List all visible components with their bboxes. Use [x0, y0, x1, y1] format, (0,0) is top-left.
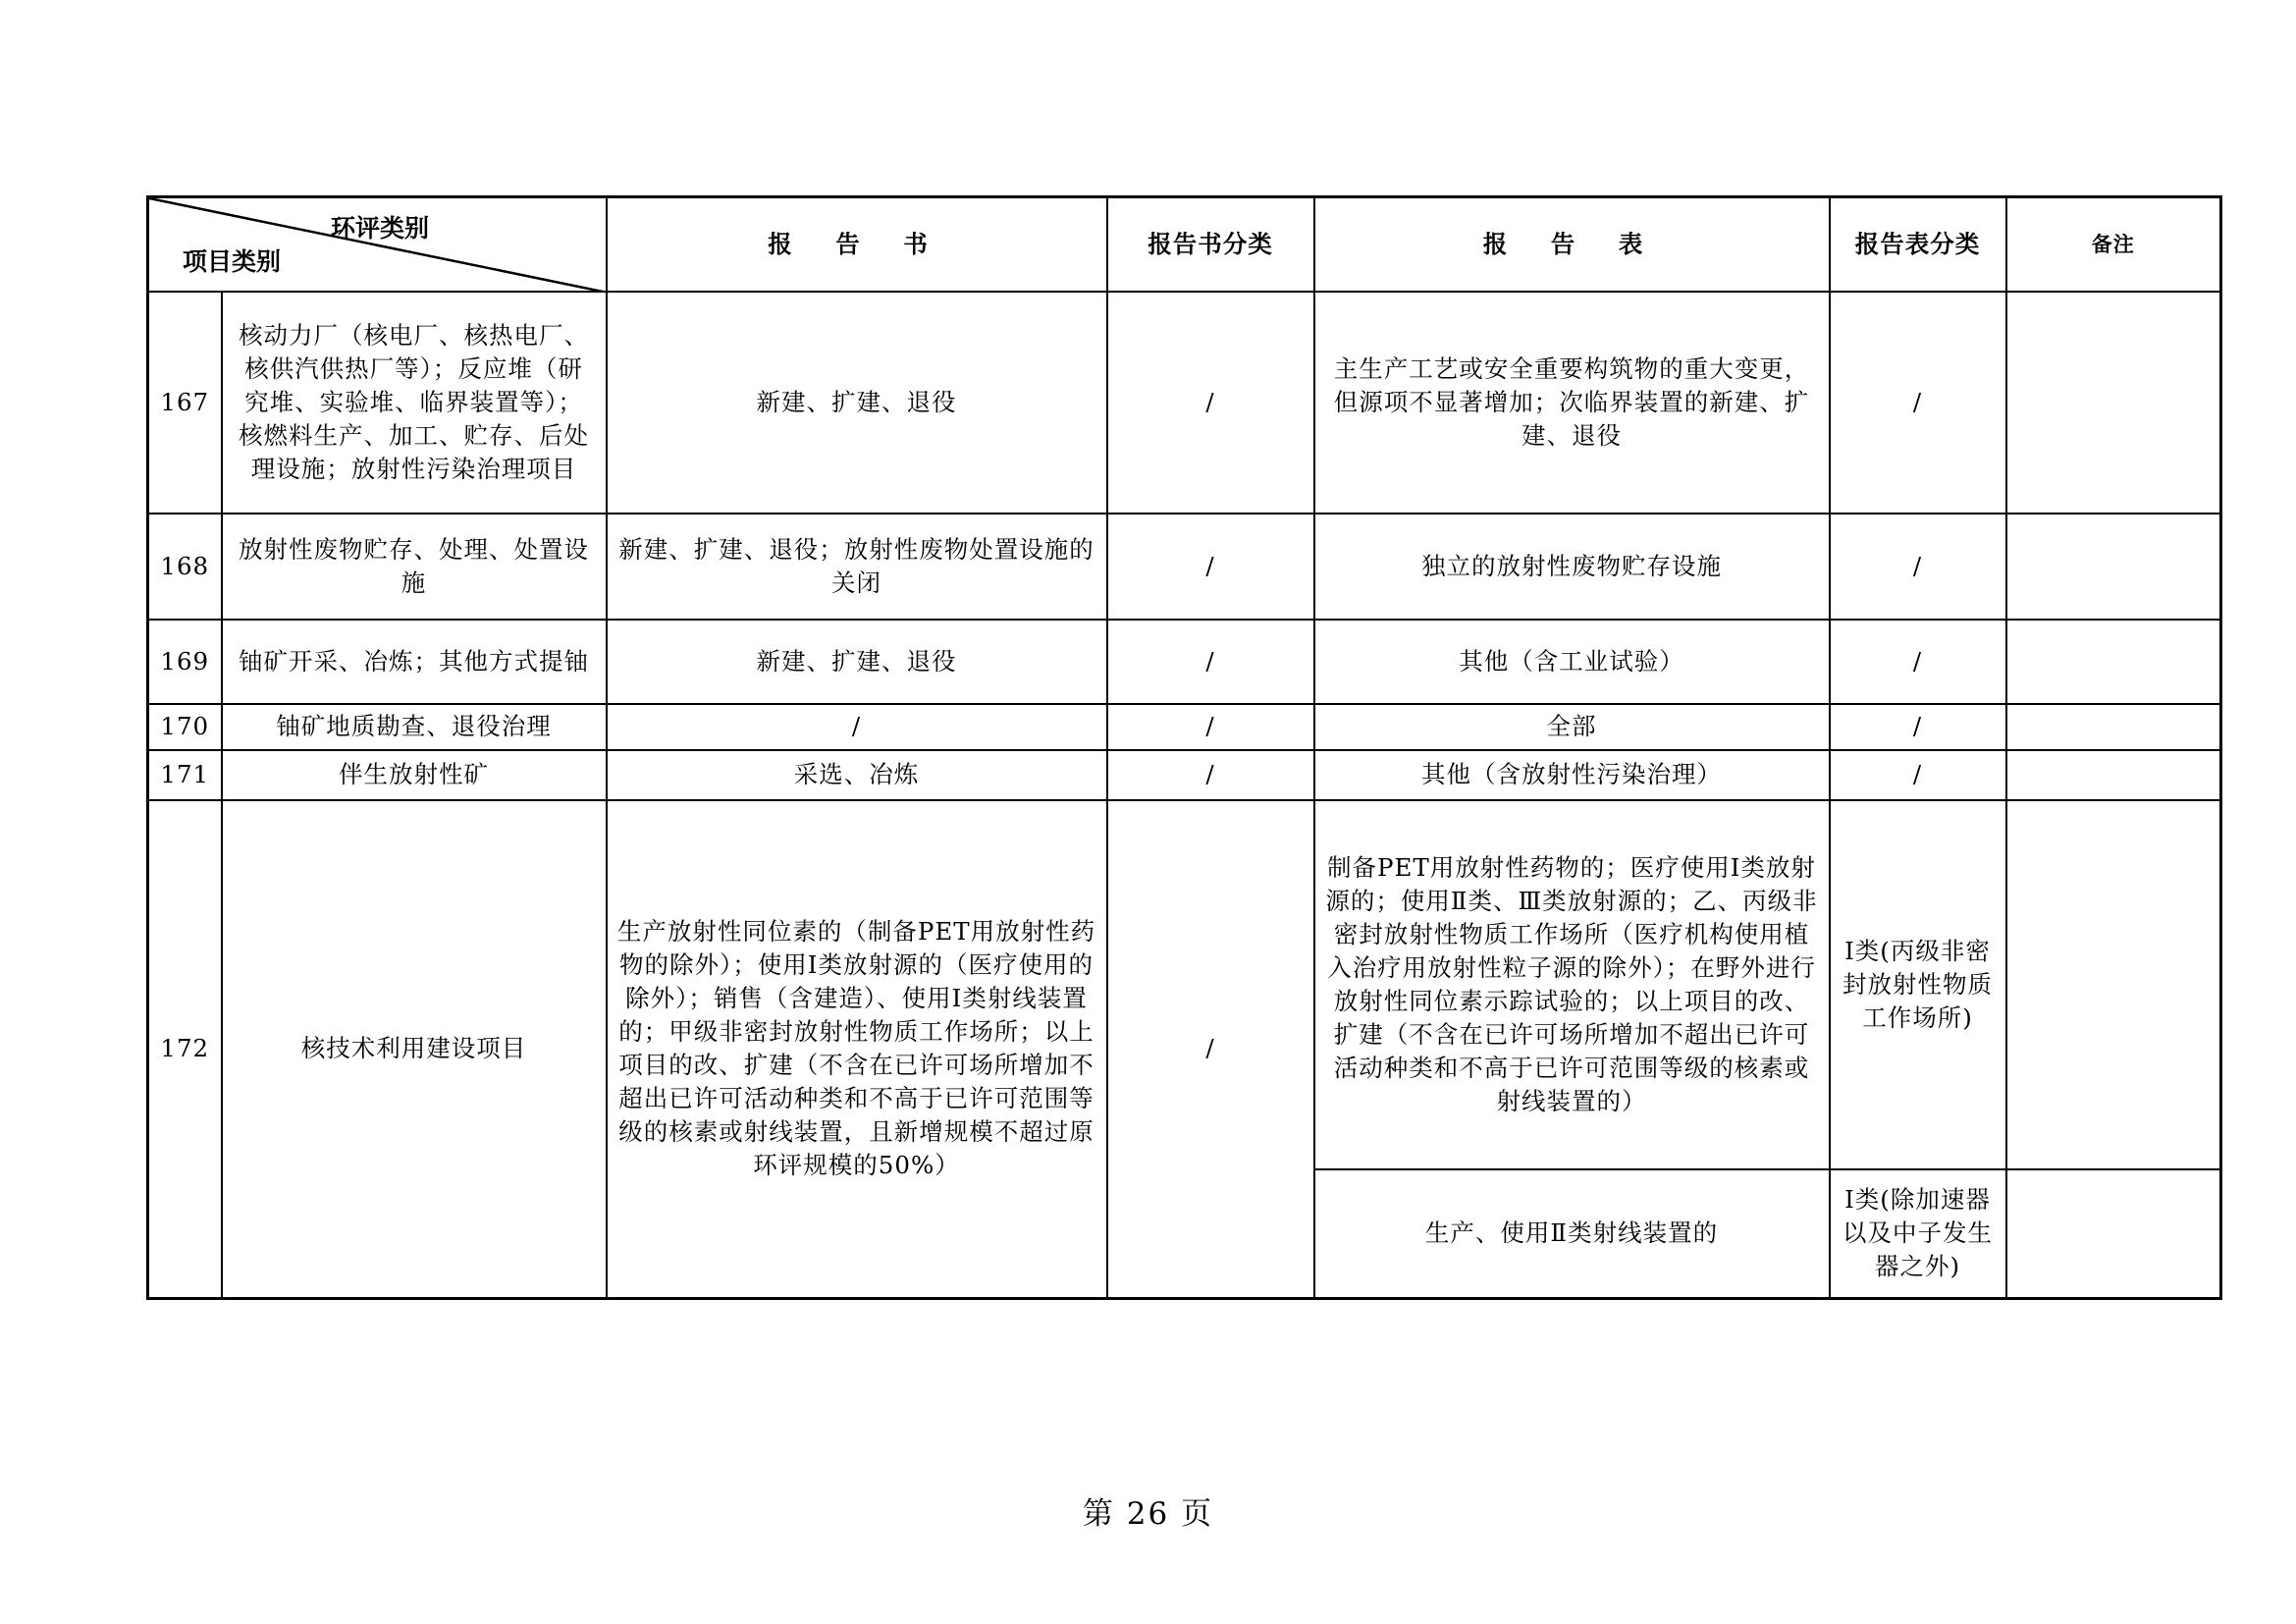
- project-category-cell: 铀矿地质勘查、退役治理: [222, 704, 607, 750]
- report-form-cell: 主生产工艺或安全重要构筑物的重大变更，但源项不显著增加；次临界装置的新建、扩建、退役: [1314, 292, 1830, 514]
- header-report-form-class: 报告表分类: [1830, 197, 2006, 292]
- report-form-class-cell: /: [1830, 514, 2006, 620]
- report-book-cell: 生产放射性同位素的（制备PET用放射性药物的除外）；使用I类放射源的（医疗使用的除外）；销售（含建造）、使用I类射线装置的；甲级非密封放射性物质工作场所；以上项目的改、扩建（不含在已许可场所增加不超出已许可活动种类和不高于已许可范围等级的核素或射线装置，且新增规模不超过原环评规模的50%）: [607, 800, 1107, 1299]
- table-row: [148, 704, 2221, 750]
- report-form-class-cell: Ⅰ类(除加速器以及中子发生器之外): [1830, 1169, 2006, 1299]
- remarks-cell: [2006, 1169, 2221, 1299]
- report-form-class-cell: /: [1830, 292, 2006, 514]
- report-book-cell: 新建、扩建、退役；放射性废物处置设施的关闭: [607, 514, 1107, 620]
- remarks-cell: [2006, 514, 2221, 620]
- row-number: 168: [148, 514, 222, 620]
- remarks-cell: [2006, 750, 2221, 800]
- report-book-cell: 新建、扩建、退役: [607, 292, 1107, 514]
- report-form-cell: 制备PET用放射性药物的；医疗使用Ⅰ类放射源的；使用Ⅱ类、Ⅲ类放射源的；乙、丙级非密封放射性物质工作场所（医疗机构使用植入治疗用放射性粒子源的除外）；在野外进行放射性同位素示踪试验的；以上项目的改、扩建（不含在已许可场所增加不超出已许可活动种类和不高于已许可范围等级的核素或射线装置的）: [1314, 800, 1830, 1169]
- diagonal-header-cell: [148, 197, 607, 292]
- project-category-cell: 放射性废物贮存、处理、处置设施: [222, 514, 607, 620]
- table-row: [148, 750, 2221, 800]
- report-book-class-cell: /: [1107, 514, 1314, 620]
- project-category-cell: 核动力厂（核电厂、核热电厂、核供汽供热厂等）；反应堆（研究堆、实验堆、临界装置等）；核燃料生产、加工、贮存、后处理设施；放射性污染治理项目: [222, 292, 607, 514]
- remarks-cell: [2006, 704, 2221, 750]
- header-remarks: 备注: [2006, 197, 2221, 292]
- row-number: 172: [148, 800, 222, 1299]
- report-form-cell: 独立的放射性废物贮存设施: [1314, 514, 1830, 620]
- report-book-class-cell: /: [1107, 800, 1314, 1299]
- report-book-class-cell: /: [1107, 704, 1314, 750]
- remarks-cell: [2006, 800, 2221, 1169]
- page-number: 第 26 页: [1082, 1496, 1214, 1532]
- header-eia-category: 环评类别: [331, 214, 430, 243]
- report-form-cell: 生产、使用Ⅱ类射线装置的: [1314, 1169, 1830, 1299]
- diagonal-line: [149, 198, 608, 293]
- project-category-cell: 伴生放射性矿: [222, 750, 607, 800]
- table-header-row: [148, 197, 2221, 292]
- project-category-cell: 核技术利用建设项目: [222, 800, 607, 1299]
- report-form-class-cell: /: [1830, 704, 2006, 750]
- eia-category-table: [146, 195, 2222, 1300]
- report-book-class-cell: /: [1107, 750, 1314, 800]
- header-project-category: 项目类别: [183, 247, 282, 276]
- report-book-cell: 新建、扩建、退役: [607, 620, 1107, 704]
- report-form-cell: 其他（含放射性污染治理）: [1314, 750, 1830, 800]
- row-number: 170: [148, 704, 222, 750]
- report-form-cell: 其他（含工业试验）: [1314, 620, 1830, 704]
- report-book-cell: 采选、冶炼: [607, 750, 1107, 800]
- header-report-form: 报 告 表: [1314, 197, 1830, 292]
- header-report-book: 报 告 书: [607, 197, 1107, 292]
- table-row: [148, 514, 2221, 620]
- report-form-cell: 全部: [1314, 704, 1830, 750]
- report-form-class-cell: /: [1830, 620, 2006, 704]
- report-book-class-cell: /: [1107, 620, 1314, 704]
- remarks-cell: [2006, 620, 2221, 704]
- header-report-book-class: 报告书分类: [1107, 197, 1314, 292]
- report-book-cell: /: [607, 704, 1107, 750]
- row-number: 167: [148, 292, 222, 514]
- table-row: [148, 620, 2221, 704]
- table-row: [148, 292, 2221, 514]
- remarks-cell: [2006, 292, 2221, 514]
- row-number: 169: [148, 620, 222, 704]
- report-form-class-cell: Ⅰ类(丙级非密封放射性物质工作场所): [1830, 800, 2006, 1169]
- project-category-cell: 铀矿开采、冶炼；其他方式提铀: [222, 620, 607, 704]
- row-number: 171: [148, 750, 222, 800]
- report-book-class-cell: /: [1107, 292, 1314, 514]
- report-form-class-cell: /: [1830, 750, 2006, 800]
- table-row: [148, 800, 2221, 1169]
